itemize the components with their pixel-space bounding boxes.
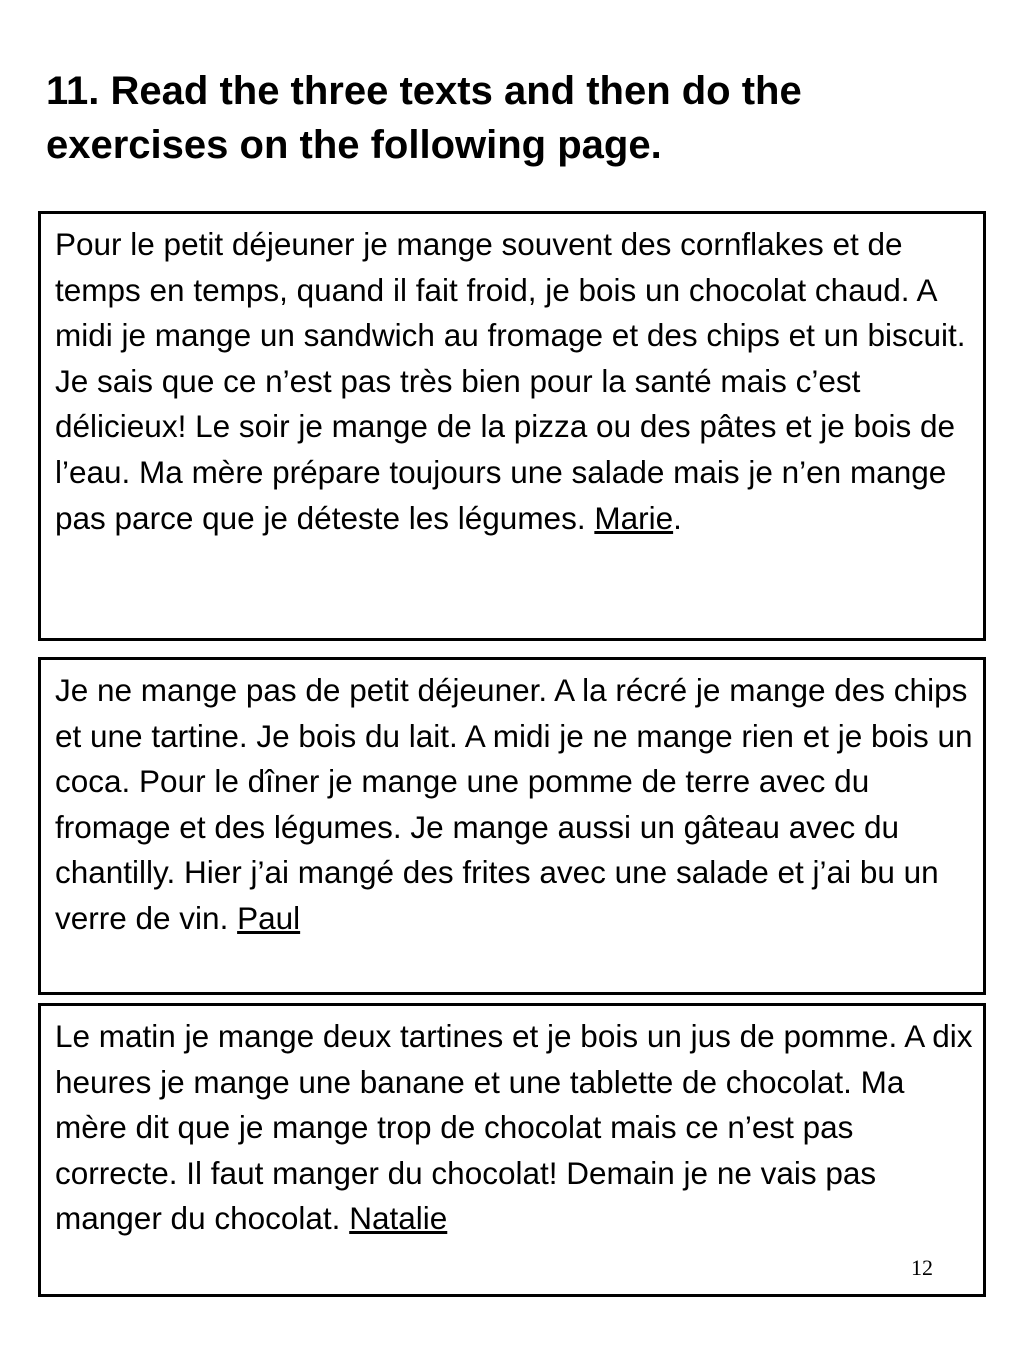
text-body: Pour le petit déjeuner je mange souvent des cornflakes et de temps en temps, quand il fait froid, je bois un chocolat chaud. A midi je mange un sandwich au fromage et des chips et un biscuit. Je sais que ce n’est pas très bien pour la santé mais c’est délicieux! Le soir je mange de la pizza ou des pâtes et je bois de l’eau. Ma mère prépare toujours une salade mais je n’en mange pas parce que je déteste les légumes.: [55, 226, 966, 536]
text-box-marie: [38, 211, 986, 641]
text-paragraph: [55, 1014, 973, 1242]
page-title: [46, 64, 986, 172]
text-separator: [340, 1200, 349, 1236]
text-box-paul: [38, 657, 986, 995]
author-name: Natalie: [349, 1200, 448, 1237]
author-name: Paul: [237, 899, 301, 936]
text-paragraph: [55, 222, 973, 541]
page-number: 12: [911, 1255, 933, 1280]
text-paragraph: [55, 668, 973, 942]
author-suffix: .: [673, 499, 682, 536]
author-name: Marie: [594, 499, 674, 536]
text-box-natalie: [38, 1003, 986, 1297]
text-body: Je ne mange pas de petit déjeuner. A la récré je mange des chips et une tartine. Je bois du lait. A midi je ne mange rien et je bois un coca. Pour le dîner je mange une pomme de terre avec du fromage et des légumes. Je mange aussi un gâteau avec du chantilly. Hier j’ai mangé des frites avec une salade et j’ai bu un verre de vin.: [55, 672, 973, 936]
title-line-1: 11. Read the three texts and then do the: [46, 69, 802, 113]
text-separator: [228, 900, 237, 936]
text-body: Le matin je mange deux tartines et je bois un jus de pomme. A dix heures je mange une banane et une tablette de chocolat. Ma mère dit que je mange trop de chocolat mais ce n’est pas correcte. Il faut manger du chocolat! Demain je ne vais pas manger du chocolat.: [55, 1018, 973, 1237]
title-line-2: exercises on the following page.: [46, 123, 662, 167]
